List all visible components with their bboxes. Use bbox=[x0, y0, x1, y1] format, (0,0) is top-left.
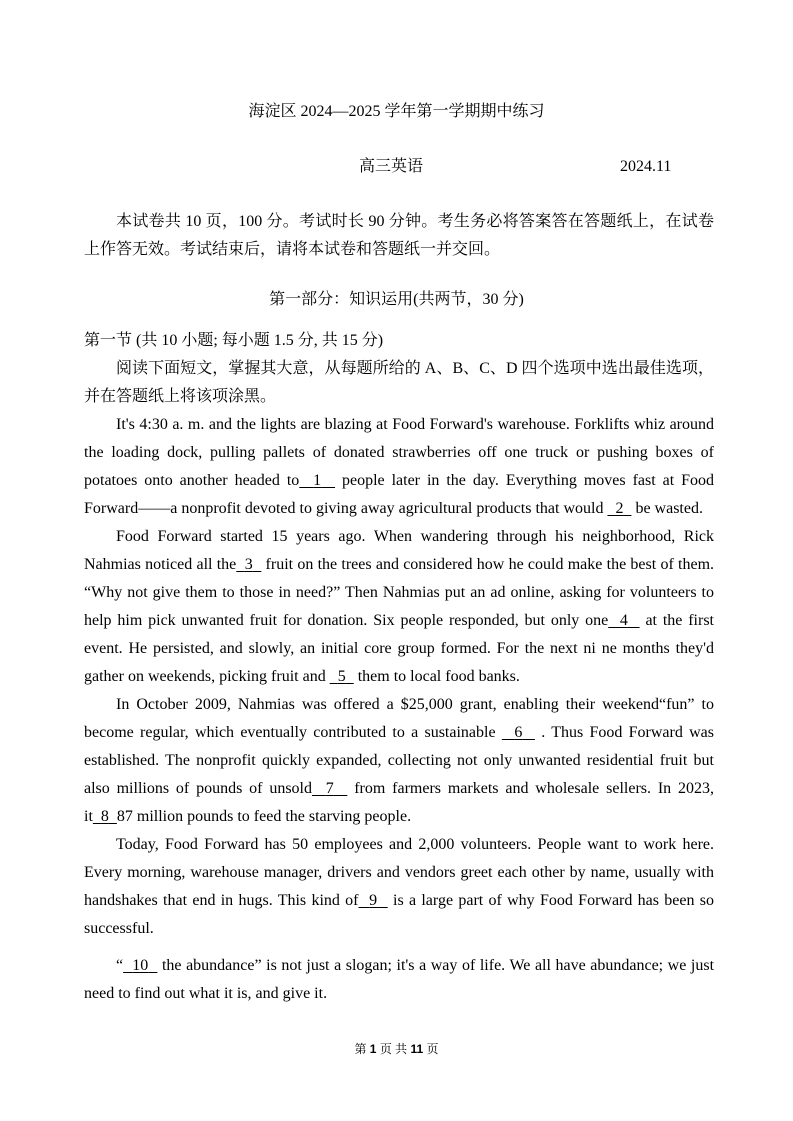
blank-3: 3 bbox=[244, 556, 253, 573]
section-instructions: 阅读下面短文，掌握其大意，从每题所给的 A、B、C、D 四个选项中选出最佳选项，并在答题纸上将该项涂黑。 bbox=[84, 360, 714, 405]
paragraph-text: Food Forward started 15 years ago. When wandering through his neighborhood, Rick Nahmias noticed all the bbox=[84, 528, 714, 573]
blank-8: 8 bbox=[100, 808, 109, 825]
passage-paragraph bbox=[84, 831, 714, 943]
section-body bbox=[84, 327, 714, 1008]
exam-instructions-intro: 本试卷共 10 页，100 分。考试时长 90 分钟。考生务必将答案答在答题纸上，在试卷上作答无效。考试结束后，请将本试卷和答题纸一并交回。 bbox=[84, 213, 714, 258]
paragraph-text: 87 million pounds to feed the starving people. bbox=[116, 808, 412, 825]
document-title: 海淀区 2024—2025 学年第一学期期中练习 bbox=[248, 103, 545, 120]
blank-5: 5 bbox=[337, 668, 346, 685]
passage-paragraph bbox=[84, 411, 714, 523]
blank-9: 9 bbox=[369, 892, 378, 909]
footer-prefix: 第 bbox=[354, 1042, 367, 1056]
paragraph-text: people later in the day. Everything moves fast at Food Forward——a nonprofit devoted to giving away agricultural products that would bbox=[84, 472, 715, 517]
paragraph-text: them to local food banks. bbox=[353, 668, 520, 685]
paragraph-text: Today, Food Forward has 50 employees and 2,000 volunteers. People want to work here. Every morning, warehouse manager, drivers and vendors greet each other by name, usually with handshakes that end in hugs. This kind of bbox=[84, 836, 714, 909]
part-heading: 第一部分：知识运用(共两节，30 分) bbox=[269, 291, 524, 308]
paragraph-text: be wasted. bbox=[631, 500, 703, 517]
current-page-number: 1 bbox=[369, 1042, 377, 1056]
total-page-count: 11 bbox=[410, 1042, 424, 1056]
paragraph-text: . Thus Food Forward was established. The nonprofit quickly expanded, collecting not only unwanted residential fruit but also millions of pounds of unsold bbox=[84, 724, 715, 797]
passage-paragraph bbox=[84, 523, 714, 691]
blank-1: 1 bbox=[313, 472, 322, 489]
exam-date: 2024.11 bbox=[620, 158, 672, 175]
paragraph-text: at the first event. He persisted, and slowly, an initial core group formed. For the next ni ne months they'd gather on weekends, picking fruit and bbox=[84, 612, 715, 685]
blank-10: 10 bbox=[132, 957, 149, 974]
blank-2: 2 bbox=[615, 500, 624, 517]
passage-paragraph bbox=[84, 691, 714, 831]
section-heading: 第一节 (共 10 小题; 每小题 1.5 分, 共 15 分) bbox=[84, 332, 384, 349]
blank-7: 7 bbox=[325, 780, 334, 797]
footer-suffix: 页 bbox=[426, 1042, 439, 1056]
paragraph-text: is a large part of why Food Forward has been so successful. bbox=[84, 892, 715, 937]
subtitle-row bbox=[0, 153, 793, 181]
blank-4: 4 bbox=[619, 612, 628, 629]
footer-middle: 页 共 bbox=[379, 1042, 408, 1056]
paragraph-text: “ bbox=[116, 957, 124, 974]
paragraph-text: It's 4:30 a. m. and the lights are blazing at Food Forward's warehouse. Forklifts whiz around the loading dock, pulling pallets of donated strawberries off one truck or pushing boxes of potatoes onto another headed to bbox=[84, 416, 714, 489]
paragraph-text: In October 2009, Nahmias was offered a $25,000 grant, enabling their weekend“fun” to become regular, which eventually contributed to a sustainable bbox=[84, 696, 714, 741]
cloze-passage bbox=[84, 411, 714, 1008]
paragraph-text: fruit on the trees and considered how he could make the best of them. “Why not give them to those in need?” Then Nahmias put an ad online, asking for volunteers to help him pick unwanted fruit for donation. Six people responded, but only one bbox=[84, 556, 715, 629]
paragraph-text: the abundance” is not just a slogan; it's a way of life. We all have abundance; we just need to find out what it is, and give it. bbox=[84, 957, 715, 1002]
subject-label: 高三英语 bbox=[359, 158, 424, 175]
paragraph-text: from farmers markets and wholesale sellers. In 2023, it bbox=[84, 780, 715, 825]
page-footer bbox=[0, 1041, 793, 1057]
passage-paragraph bbox=[84, 952, 714, 1008]
blank-6: 6 bbox=[514, 724, 523, 741]
